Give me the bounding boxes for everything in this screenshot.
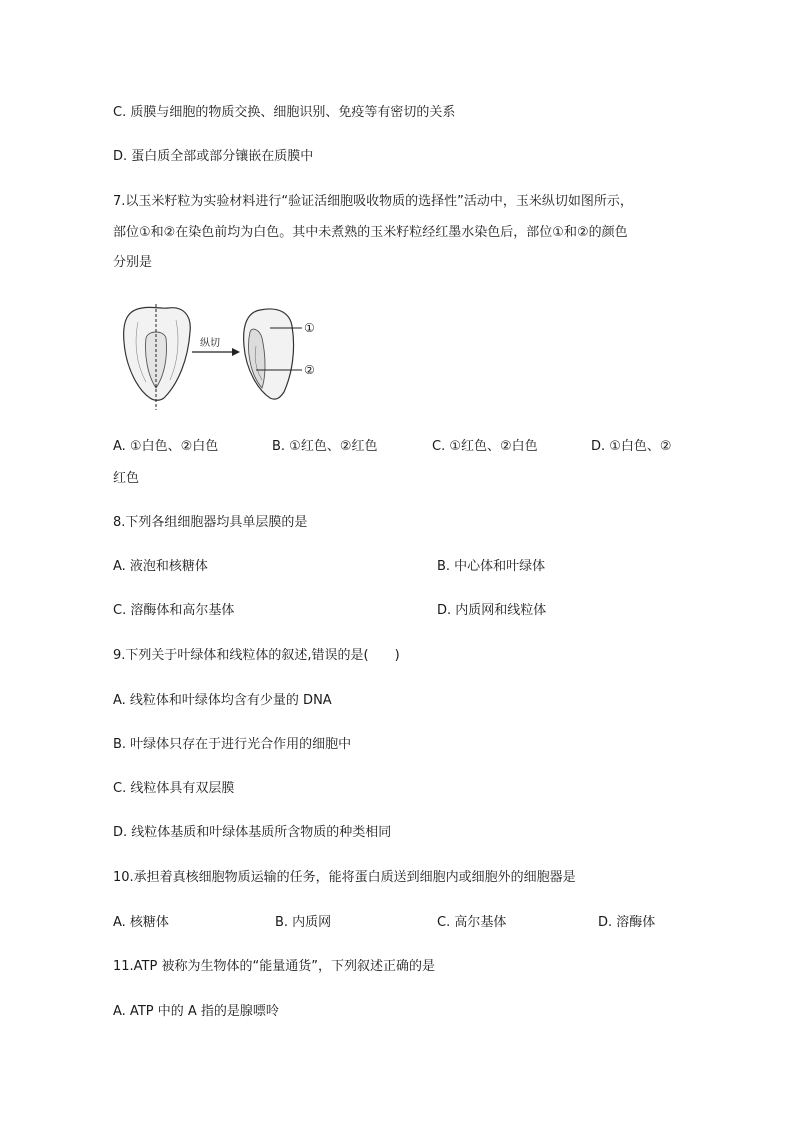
q8-stem: 8.下列各组细胞器均具单层膜的是 xyxy=(113,515,308,530)
q10-option-c: C. 高尔基体 xyxy=(437,915,507,930)
q10-option-a: A. 核糖体 xyxy=(113,915,169,930)
q10-option-b: B. 内质网 xyxy=(275,915,332,930)
q7-option-d-continued: 红色 xyxy=(113,471,140,486)
q7-stem-line1: 7.以玉米籽粒为实验材料进行“验证活细胞吸收物质的选择性”活动中，玉米纵切如图所示， xyxy=(113,194,633,209)
q7-option-a: A. ①白色、②白色 xyxy=(113,439,219,454)
q9-option-b: B. 叶绿体只存在于进行光合作用的细胞中 xyxy=(113,737,352,752)
q7-stem-line2: 部位①和②在染色前均为白色。其中未煮熟的玉米籽粒经红墨水染色后，部位①和②的颜色 xyxy=(113,225,628,240)
label-2: ② xyxy=(304,363,315,377)
q9-option-d: D. 线粒体基质和叶绿体基质所含物质的种类相同 xyxy=(113,825,392,840)
label-1: ① xyxy=(304,321,315,335)
q8-option-d: D. 内质网和线粒体 xyxy=(437,603,547,618)
q7-option-b: B. ①红色、②红色 xyxy=(272,439,378,454)
q10-stem: 10.承担着真核细胞物质运输的任务，能将蛋白质送到细胞内或细胞外的细胞器是 xyxy=(113,870,576,885)
q7-stem-line3: 分别是 xyxy=(113,255,153,270)
arrow-head xyxy=(232,348,240,356)
q7-option-c: C. ①红色、②白色 xyxy=(432,439,538,454)
q8-option-b: B. 中心体和叶绿体 xyxy=(437,559,546,574)
q9-option-c: C. 线粒体具有双层膜 xyxy=(113,781,235,796)
q9-stem: 9.下列关于叶绿体和线粒体的叙述,错误的是( ) xyxy=(113,648,400,663)
q8-option-a: A. 液泡和核糖体 xyxy=(113,559,208,574)
q11-stem: 11.ATP 被称为生物体的“能量通货”，下列叙述正确的是 xyxy=(113,959,435,974)
arrow-label: 纵切 xyxy=(200,338,220,349)
q7-option-d: D. ①白色、② xyxy=(591,439,672,454)
corn-kernel-diagram xyxy=(120,302,325,414)
q6-option-d: D. 蛋白质全部或部分镶嵌在质膜中 xyxy=(113,149,314,164)
q10-option-d: D. 溶酶体 xyxy=(598,915,656,930)
q6-option-c: C. 质膜与细胞的物质交换、细胞识别、免疫等有密切的关系 xyxy=(113,105,456,120)
q8-option-c: C. 溶酶体和高尔基体 xyxy=(113,603,235,618)
corn-kernel-figure xyxy=(120,302,325,414)
q9-option-a: A. 线粒体和叶绿体均含有少量的 DNA xyxy=(113,693,332,708)
q11-option-a: A. ATP 中的 A 指的是腺嘌呤 xyxy=(113,1004,279,1019)
